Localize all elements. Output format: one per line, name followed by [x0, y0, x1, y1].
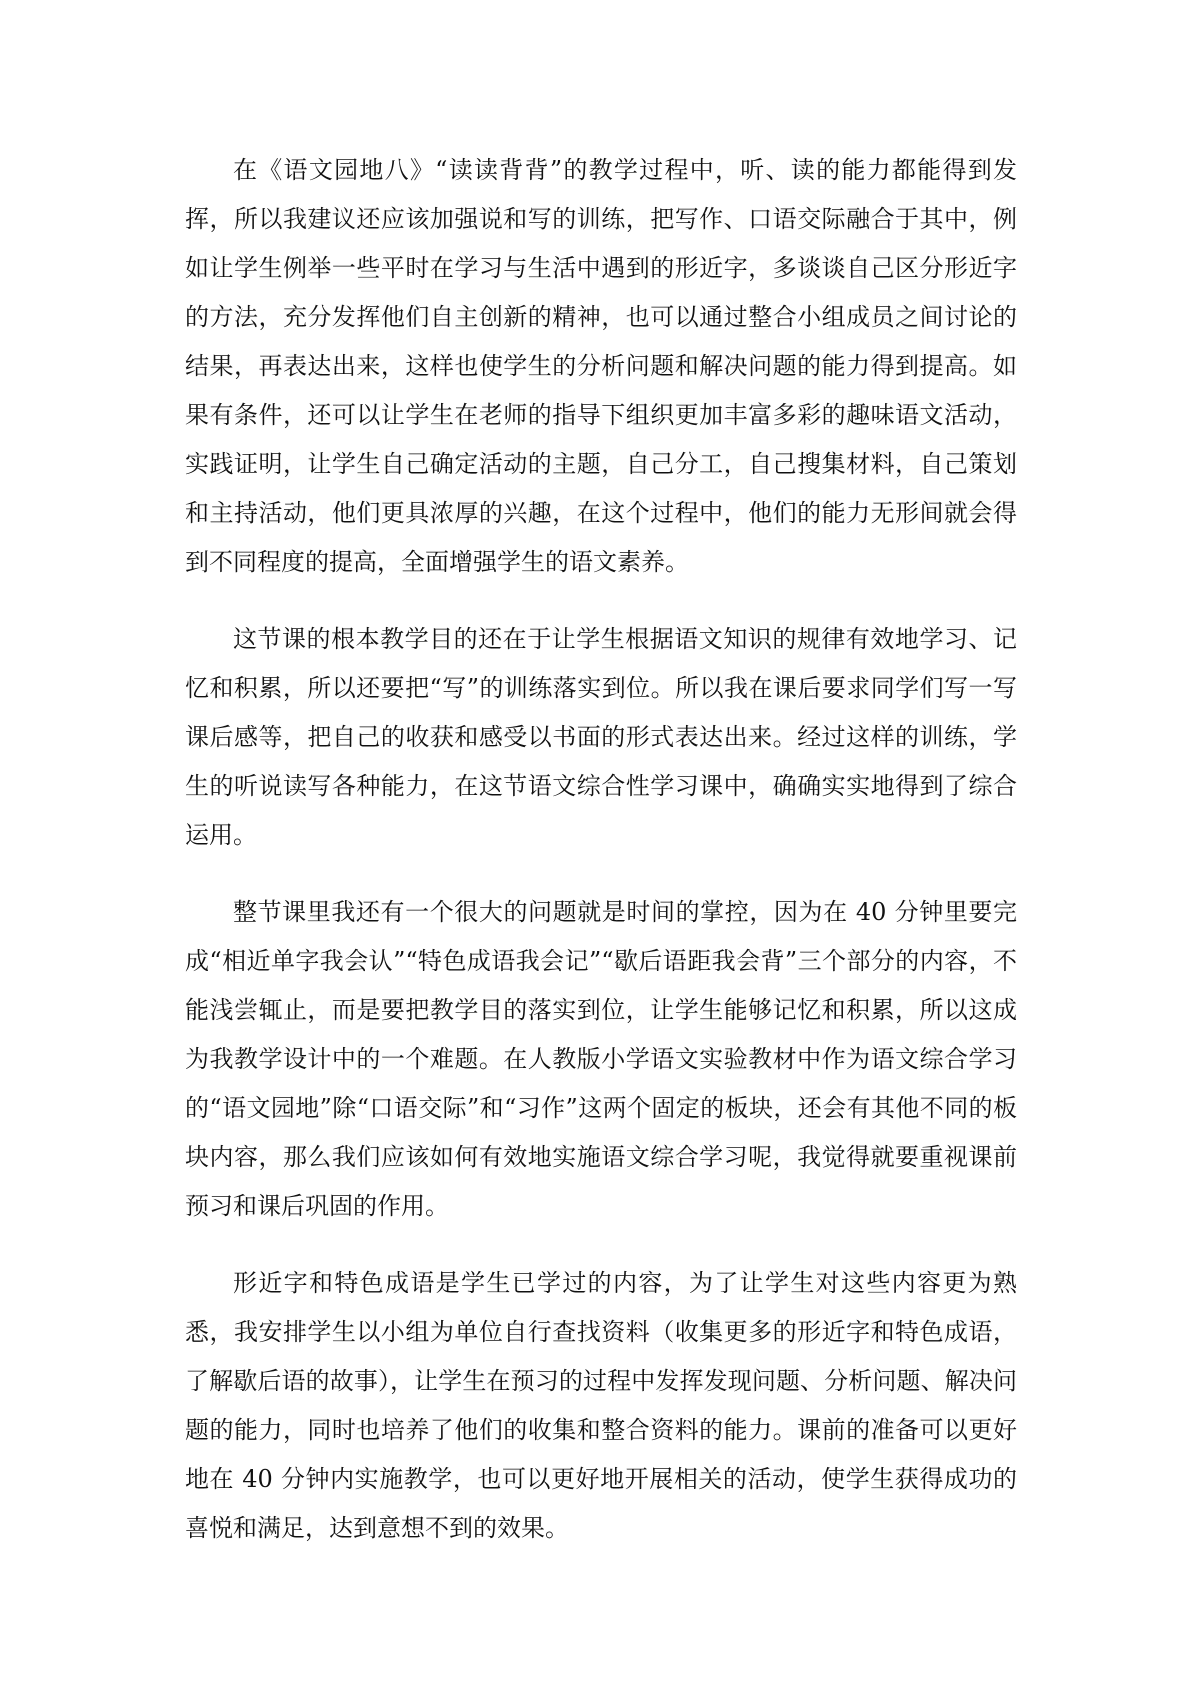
paragraph-3: 整节课里我还有一个很大的问题就是时间的掌控，因为在 40 分钟里要完成“相近单字我会认”“特色成语我会记”“歇后语距我会背”三个部分的内容，不能浅尝辄止，而是要把教学目的落实到位，让学生能够记忆和积累，所以这成为我教学设计中的一个难题。在人教版小学语文实验教材中作为语文综合学习的“语文园地”除“口语交际”和“习作”这两个固定的板块，还会有其他不同的板块内容，那么我们应该如何有效地实施语文综合学习呢，我觉得就要重视课前预习和课后巩固的作用。 [185, 898, 1017, 1220]
paragraph-4: 形近字和特色成语是学生已学过的内容，为了让学生对这些内容更为熟悉，我安排学生以小组为单位自行查找资料（收集更多的形近字和特色成语，了解歇后语的故事），让学生在预习的过程中发挥发现问题、分析问题、解决问题的能力，同时也培养了他们的收集和整合资料的能力。课前的准备可以更好地在 40 分钟内实施教学，也可以更好地开展相关的活动，使学生获得成功的喜悦和满足，达到意想不到的效果。 [185, 1269, 1017, 1542]
paragraph-1: 在《语文园地八》“读读背背”的教学过程中，听、读的能力都能得到发挥，所以我建议还应该加强说和写的训练，把写作、口语交际融合于其中，例如让学生例举一些平时在学习与生活中遇到的形近字，多谈谈自己区分形近字的方法，充分发挥他们自主创新的精神，也可以通过整合小组成员之间讨论的结果，再表达出来，这样也使学生的分析问题和解决问题的能力得到提高。如果有条件，还可以让学生在老师的指导下组织更加丰富多彩的趣味语文活动，实践证明，让学生自己确定活动的主题，自己分工，自己搜集材料，自己策划和主持活动，他们更具浓厚的兴趣，在这个过程中，他们的能力无形间就会得到不同程度的提高，全面增强学生的语文素养。 [185, 156, 1017, 576]
paragraph-2: 这节课的根本教学目的还在于让学生根据语文知识的规律有效地学习、记忆和积累，所以还要把“写”的训练落实到位。所以我在课后要求同学们写一写课后感等，把自己的收获和感受以书面的形式表达出来。经过这样的训练，学生的听说读写各种能力，在这节语文综合性学习课中，确确实实地得到了综合运用。 [185, 625, 1017, 849]
document-body [185, 146, 1017, 1581]
